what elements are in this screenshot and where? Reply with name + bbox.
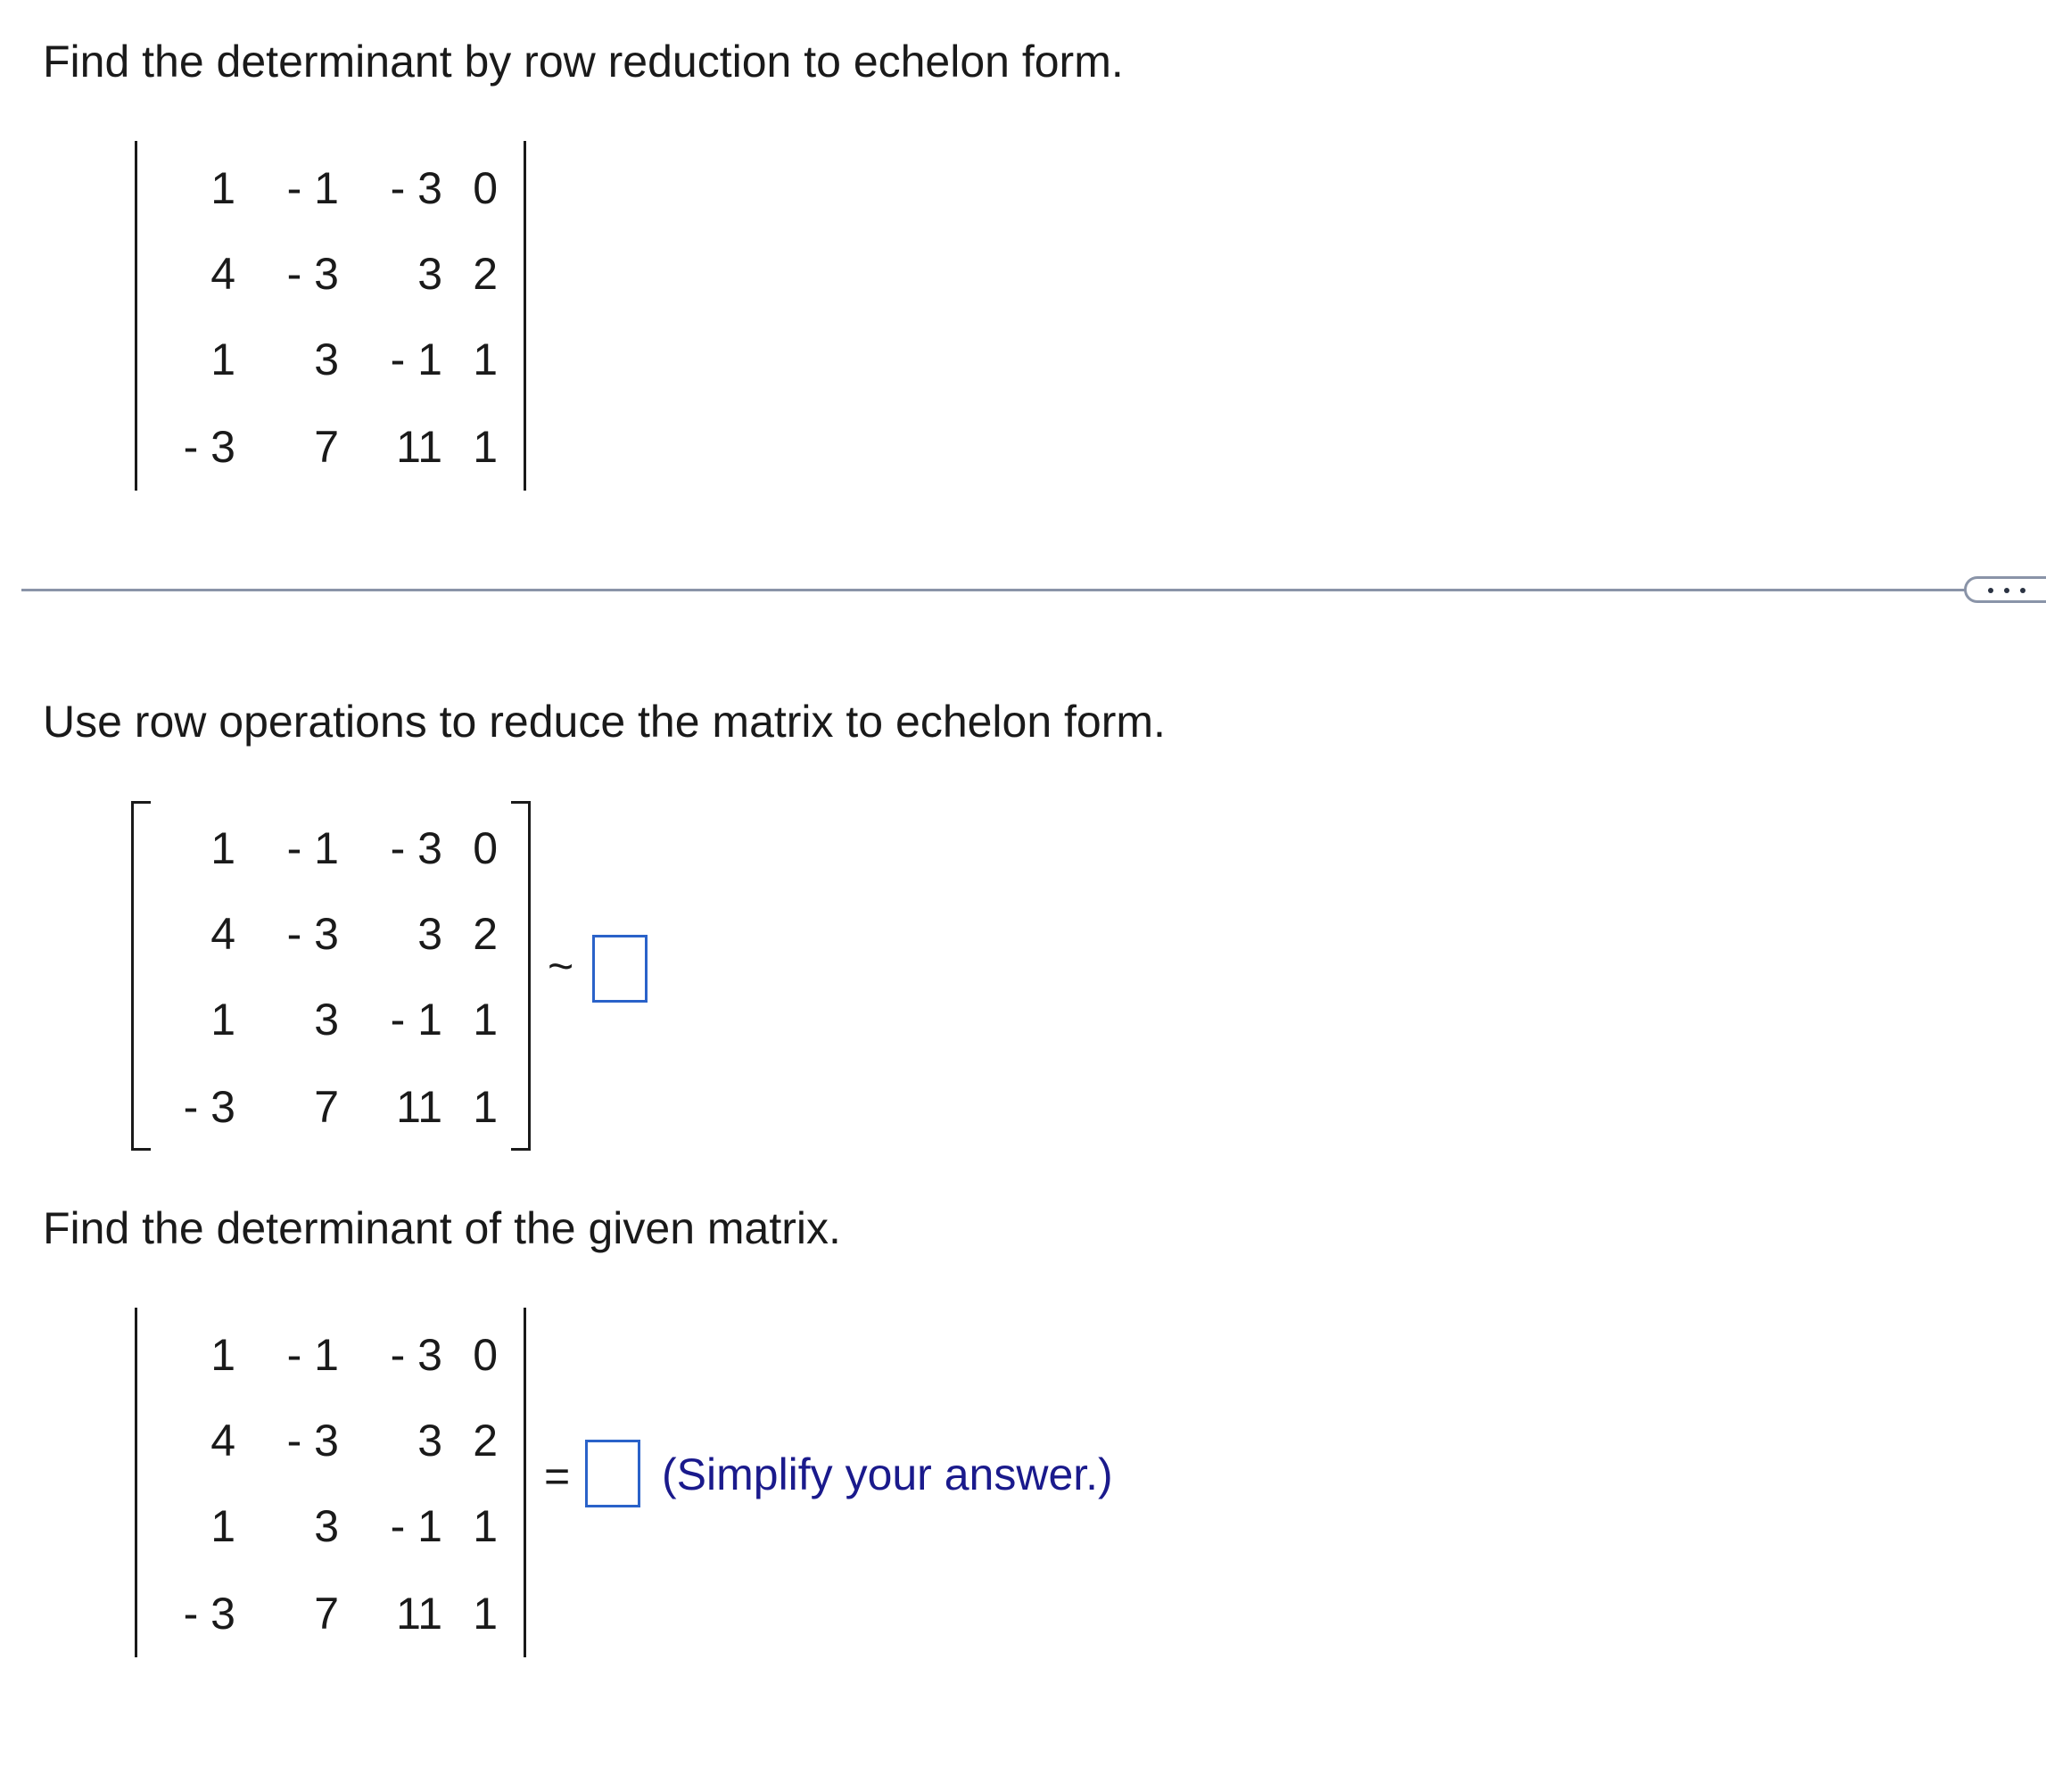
matrix-cell: 3 [417,909,442,959]
matrix-cell: - 3 [390,823,442,873]
matrix-cell: 1 [473,1501,498,1551]
problem-instruction: Find the determinant by row reduction to echelon form. [43,37,1124,87]
matrix-cell: 1 [210,995,235,1045]
matrix-cell: 3 [417,249,442,299]
matrix-cell: - 1 [286,163,339,213]
matrix-cell: 11 [396,1589,442,1639]
left-determinant-bar [135,1308,137,1657]
simplify-hint: (Simplify your answer.) [662,1449,1113,1499]
matrix-cell: 11 [396,422,442,472]
right-determinant-bar [524,141,526,491]
equals-operator: = [544,1451,571,1501]
matrix-cell: 1 [210,1501,235,1551]
left-bracket-bottom [131,1148,151,1151]
matrix-cell: 1 [210,1330,235,1380]
matrix-cell: 2 [473,1416,498,1466]
matrix-cell: 3 [314,334,339,384]
matrix-cell: 2 [473,909,498,959]
step1-matrix [0,801,535,1158]
step2-determinant-matrix [0,1308,535,1664]
matrix-cell: - 1 [286,1330,339,1380]
step1-instruction: Use row operations to reduce the matrix to echelon form. [43,697,1166,747]
matrix-cell: 1 [473,422,498,472]
matrix-cell: 7 [314,1082,339,1132]
matrix-cell: - 3 [183,1082,235,1132]
matrix-cell: - 3 [286,249,339,299]
matrix-cell: 4 [210,909,235,959]
right-determinant-bar [524,1308,526,1657]
ellipsis-icon [2004,588,2009,593]
matrix-cell: 0 [473,823,498,873]
tilde-operator: ~ [548,941,574,991]
matrix-cell: 1 [473,995,498,1045]
right-bracket-bottom [511,1148,531,1151]
matrix-cell: - 1 [390,995,442,1045]
matrix-cell: 0 [473,1330,498,1380]
right-bracket [528,801,531,1151]
matrix-cell: 3 [314,995,339,1045]
matrix-cell: 3 [417,1416,442,1466]
step2-instruction: Find the determinant of the given matrix. [43,1203,841,1253]
left-bracket [131,801,134,1151]
matrix-cell: 1 [210,334,235,384]
matrix-cell: 11 [396,1082,442,1132]
matrix-cell: 1 [473,334,498,384]
matrix-cell: - 3 [183,1589,235,1639]
matrix-cell: 1 [210,163,235,213]
matrix-cell: 4 [210,249,235,299]
matrix-cell: 4 [210,1416,235,1466]
matrix-cell: 3 [314,1501,339,1551]
matrix-cell: 0 [473,163,498,213]
ellipsis-icon [1988,588,1993,593]
matrix-cell: - 1 [390,1501,442,1551]
matrix-cell: - 1 [286,823,339,873]
matrix-cell: 1 [473,1589,498,1639]
left-determinant-bar [135,141,137,491]
matrix-cell: 2 [473,249,498,299]
matrix-cell: - 1 [390,334,442,384]
matrix-cell: 7 [314,422,339,472]
right-bracket-top [511,801,531,804]
echelon-answer-input[interactable] [592,935,648,1003]
matrix-cell: 1 [210,823,235,873]
matrix-cell: 1 [473,1082,498,1132]
matrix-cell: - 3 [286,909,339,959]
more-options-button[interactable] [1964,576,2046,603]
left-bracket-top [131,801,151,804]
problem-determinant-matrix [0,141,535,498]
ellipsis-icon [2020,588,2025,593]
matrix-cell: - 3 [390,163,442,213]
matrix-cell: 7 [314,1589,339,1639]
matrix-cell: - 3 [183,422,235,472]
matrix-cell: - 3 [286,1416,339,1466]
determinant-answer-input[interactable] [585,1440,640,1507]
matrix-cell: - 3 [390,1330,442,1380]
section-divider [21,589,1968,591]
